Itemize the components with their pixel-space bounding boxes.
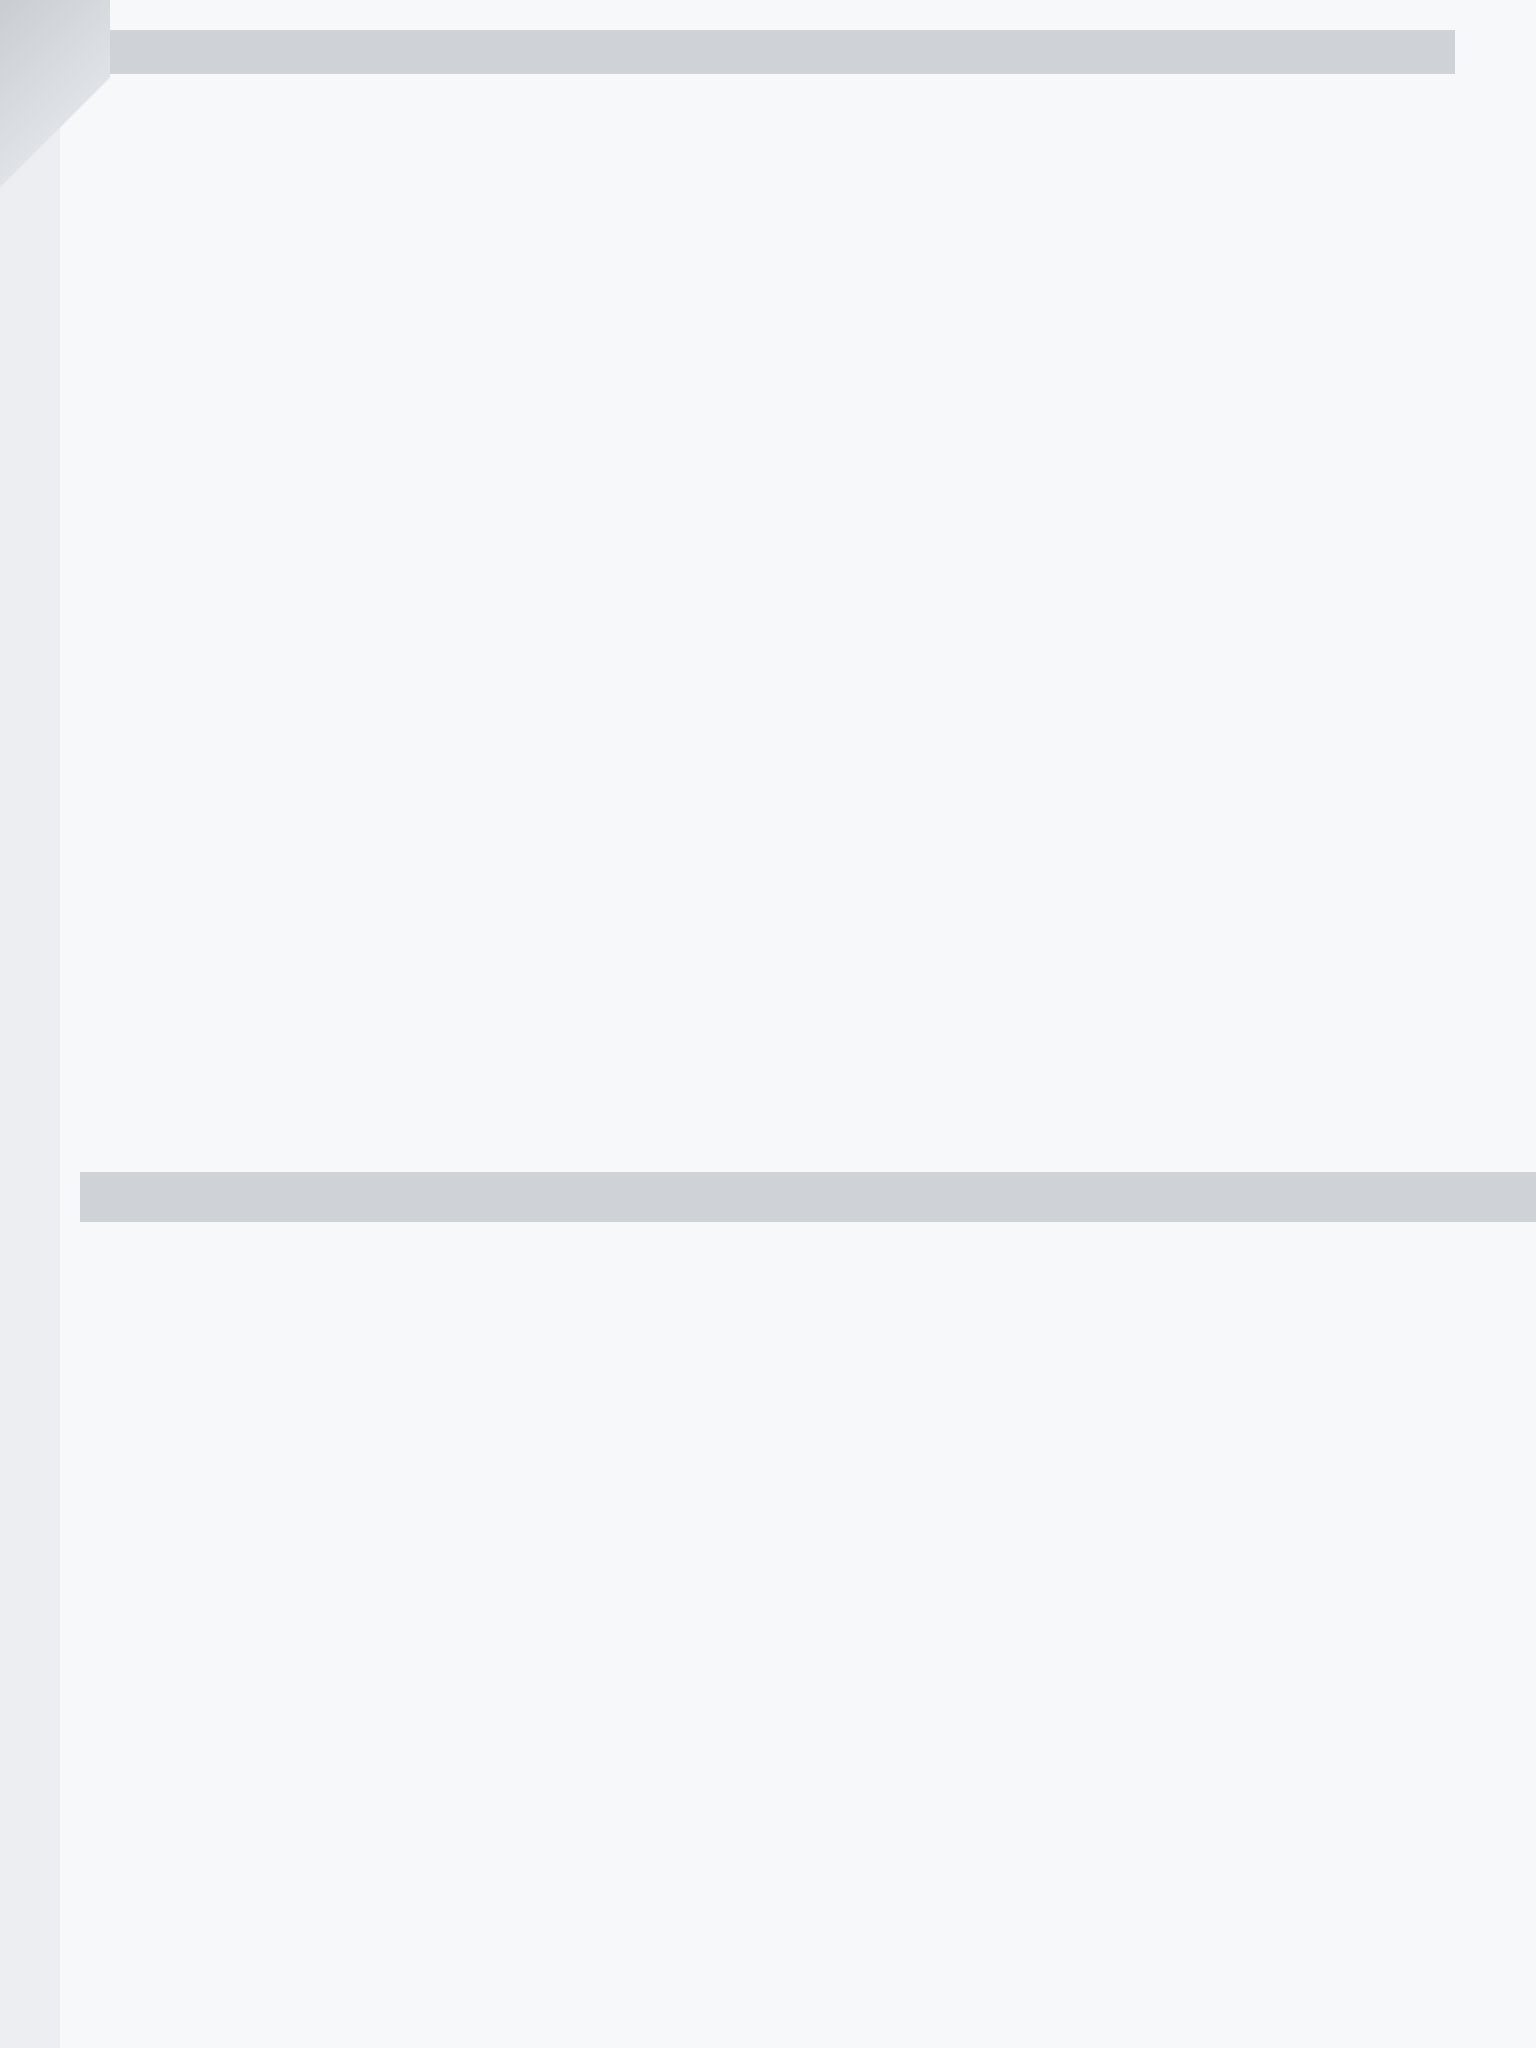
report-sheet: [60, 0, 1536, 2048]
biochem-table-header: [80, 1172, 1536, 1222]
folded-corner: [0, 0, 110, 200]
hematology-table-header: [110, 30, 1455, 74]
